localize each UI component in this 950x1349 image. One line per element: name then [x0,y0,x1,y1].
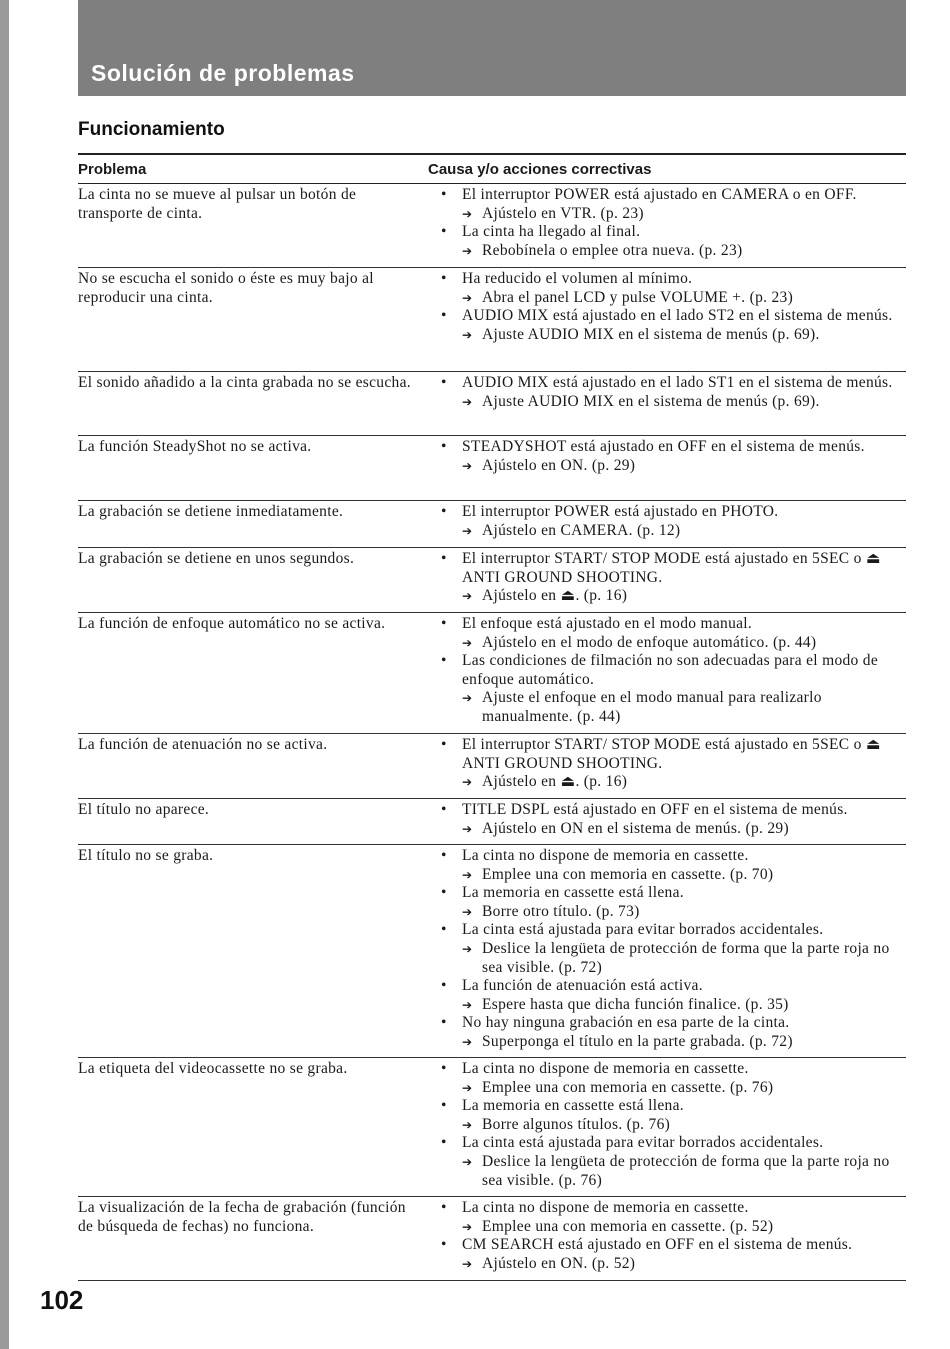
bullet-icon: • [441,270,447,287]
arrow-right-icon: ➔ [462,904,473,919]
cause-text: La función de atenuación está activa. [462,977,703,995]
arrow-right-icon: ➔ [462,941,473,956]
arrow-right-icon: ➔ [462,290,473,305]
bullet-icon: • [441,550,447,567]
cause-cell [441,268,906,371]
action-text: Borre algunos títulos. (p. 76) [482,1115,671,1133]
problem-cell: La grabación se detiene inmediatamente. [78,503,344,520]
action-text: Ajústelo en ON en el sistema de menús. (p. 29) [482,819,789,837]
action-text: Ajústelo en CAMERA. (p. 12) [482,521,681,539]
cause-text: El interruptor POWER está ajustado en CAMERA o en OFF. [462,186,857,203]
cause-item [441,652,906,726]
cause-item [441,1236,906,1273]
problem-cell: El título no aparece. [78,801,210,818]
action-text: Rebobínela o emplee otra nueva. (p. 23) [482,241,743,259]
bullet-icon: • [441,736,447,753]
action-text: Abra el panel LCD y pulse VOLUME +. (p. 23) [482,288,794,306]
action-text: Deslice la lengüeta de protección de forma que la parte roja no sea visible. (p. 72) [482,939,890,976]
action-text: Emplee una con memoria en cassette. (p. 70) [482,865,774,883]
cause-cell [441,734,906,798]
cause-item [441,1097,906,1134]
problem-cell: La cinta no se mueve al pulsar un botón de transporte de cinta. [78,186,357,222]
arrow-right-icon: ➔ [462,1256,473,1271]
bullet-icon: • [441,1236,447,1254]
cause-text: El enfoque está ajustado en el modo manual. [462,615,753,632]
cause-cell [441,799,906,844]
corrective-action [462,457,906,476]
corrective-action [462,940,906,977]
bullet-icon: • [441,884,447,902]
table-row [78,799,906,845]
cause-cell [441,1197,906,1280]
bullet-icon: • [441,801,447,818]
cause-item [441,801,906,838]
cause-cell [441,501,906,547]
action-text: Ajuste AUDIO MIX en el sistema de menús (p. 69). [482,325,820,343]
problem-cell: La visualización de la fecha de grabación (función de búsqueda de fechas) no funciona. [78,1199,406,1235]
column-header-cause: Causa y/o acciones correctivas [428,160,652,178]
cause-item [441,186,906,223]
action-text: Ajústelo en VTR. (p. 23) [482,204,644,222]
cause-cell [441,1058,906,1196]
bullet-icon: • [441,374,447,391]
cause-item [441,1199,906,1236]
arrow-right-icon: ➔ [462,1034,473,1049]
action-text: Ajústelo en ON. (p. 29) [482,456,636,474]
cause-item [441,223,906,260]
arrow-right-icon: ➔ [462,821,473,836]
corrective-action [462,634,906,653]
action-text: Ajústelo en el modo de enfoque automático. (p. 44) [482,633,817,651]
cause-item [441,550,906,606]
arrow-right-icon: ➔ [462,458,473,473]
corrective-action [462,289,906,308]
arrow-right-icon: ➔ [462,589,473,604]
action-text: Ajuste AUDIO MIX en el sistema de menús (p. 69). [482,392,820,410]
cause-text: AUDIO MIX está ajustado en el lado ST2 en el sistema de menús. [462,307,893,325]
corrective-action [462,1116,906,1135]
cause-cell [441,372,906,435]
corrective-action [462,1079,906,1098]
table-row [78,501,906,548]
cause-item [441,736,906,792]
problem-cell: La grabación se detiene en unos segundos. [78,550,355,567]
cause-item [441,270,906,307]
cause-item [441,307,906,344]
cause-item [441,921,906,977]
bullet-icon: • [441,921,447,939]
problem-cell: La función de enfoque automático no se activa. [78,615,386,632]
arrow-right-icon: ➔ [462,1080,473,1095]
bullet-icon: • [441,1014,447,1032]
corrective-action [462,689,906,726]
bullet-icon: • [441,307,447,325]
action-text: Borre otro título. (p. 73) [482,902,640,920]
arrow-right-icon: ➔ [462,394,473,409]
cause-text: La memoria en cassette está llena. [462,884,684,902]
cause-text: La cinta está ajustada para evitar borrados accidentales. [462,921,824,939]
cause-item [441,884,906,921]
problem-cell: El sonido añadido a la cinta grabada no se escucha. [78,374,411,391]
corrective-action [462,205,906,224]
cause-text: Ha reducido el volumen al mínimo. [462,270,693,287]
problem-cell: No se escucha el sonido o éste es muy bajo al reproducir una cinta. [78,270,374,306]
bullet-icon: • [441,186,447,203]
corrective-action [462,820,906,839]
arrow-right-icon: ➔ [462,997,473,1012]
arrow-right-icon: ➔ [462,775,473,790]
cause-text: El interruptor POWER está ajustado en PHOTO. [462,503,779,520]
problem-cell: La etiqueta del videocassette no se graba. [78,1060,348,1077]
arrow-right-icon: ➔ [462,327,473,342]
corrective-action [462,587,906,606]
table-row [78,613,906,734]
cause-cell [441,548,906,612]
bullet-icon: • [441,438,447,455]
action-text: Emplee una con memoria en cassette. (p. 76) [482,1078,774,1096]
corrective-action [462,1033,906,1052]
arrow-right-icon: ➔ [462,206,473,221]
cause-item [441,1014,906,1051]
cause-cell [441,184,906,267]
cause-text: La cinta ha llegado al final. [462,223,641,241]
cause-cell [441,613,906,733]
cause-item [441,847,906,884]
corrective-action [462,1153,906,1190]
table-row [78,1197,906,1281]
action-text: Ajústelo en ⏏. (p. 16) [482,773,628,791]
corrective-action [462,393,906,412]
cause-text: TITLE DSPL está ajustado en OFF en el sistema de menús. [462,801,848,818]
problem-cell: La función SteadyShot no se activa. [78,438,312,455]
problem-cell: El título no se graba. [78,847,214,864]
corrective-action [462,996,906,1015]
problem-cell: La función de atenuación no se activa. [78,736,328,753]
action-text: Ajústelo en ⏏. (p. 16) [482,587,628,605]
corrective-action [462,522,906,541]
cause-text: La cinta no dispone de memoria en cassette. [462,1060,749,1077]
cause-item [441,374,906,411]
cause-text: El interruptor START/ STOP MODE está ajustado en 5SEC o ⏏ ANTI GROUND SHOOTING. [462,736,881,772]
arrow-right-icon: ➔ [462,523,473,538]
action-text: Superponga el título en la parte grabada. (p. 72) [482,1032,793,1050]
table-row [78,1058,906,1197]
page-edge-bar [0,0,9,1349]
table-row [78,184,906,268]
corrective-action [462,326,906,345]
arrow-right-icon: ➔ [462,243,473,258]
troubleshooting-table [78,153,906,1281]
table-header [78,155,906,184]
bullet-icon: • [441,1060,447,1077]
table-row [78,548,906,613]
chapter-header [78,0,906,96]
bullet-icon: • [441,503,447,520]
cause-text: No hay ninguna grabación en esa parte de la cinta. [462,1014,790,1032]
action-text: Espere hasta que dicha función finalice. (p. 35) [482,995,789,1013]
bullet-icon: • [441,1199,447,1216]
table-row [78,845,906,1058]
corrective-action [462,1218,906,1237]
cause-text: La cinta no dispone de memoria en cassette. [462,1199,749,1216]
cause-text: AUDIO MIX está ajustado en el lado ST1 en el sistema de menús. [462,374,893,391]
corrective-action [462,242,906,261]
column-header-problem: Problema [78,160,147,178]
page-number: 102 [40,1285,84,1315]
bullet-icon: • [441,1134,447,1152]
corrective-action [462,773,906,792]
arrow-right-icon: ➔ [462,1154,473,1169]
table-row [78,734,906,799]
corrective-action [462,866,906,885]
bullet-icon: • [441,847,447,864]
arrow-right-icon: ➔ [462,635,473,650]
bullet-icon: • [441,223,447,241]
arrow-right-icon: ➔ [462,1117,473,1132]
action-text: Emplee una con memoria en cassette. (p. 52) [482,1217,774,1235]
cause-item [441,1060,906,1097]
cause-text: Las condiciones de filmación no son adecuadas para el modo de enfoque automático. [462,652,878,688]
cause-item [441,503,906,540]
arrow-right-icon: ➔ [462,867,473,882]
cause-item [441,1134,906,1190]
cause-text: La cinta está ajustada para evitar borrados accidentales. [462,1134,824,1152]
bullet-icon: • [441,1097,447,1115]
corrective-action [462,1255,906,1274]
cause-text: STEADYSHOT está ajustado en OFF en el sistema de menús. [462,438,865,455]
bullet-icon: • [441,652,447,670]
cause-cell [441,436,906,500]
table-row [78,436,906,501]
cause-text: CM SEARCH está ajustado en OFF en el sistema de menús. [462,1236,853,1254]
section-title: Funcionamiento [78,119,225,140]
cause-item [441,977,906,1014]
action-text: Ajuste el enfoque en el modo manual para realizarlo manualmente. (p. 44) [482,689,822,725]
table-body [78,184,906,1281]
table-row [78,268,906,372]
cause-text: La memoria en cassette está llena. [462,1097,684,1115]
table-row [78,372,906,436]
cause-cell [441,845,906,1057]
cause-text: El interruptor START/ STOP MODE está ajustado en 5SEC o ⏏ ANTI GROUND SHOOTING. [462,550,881,586]
action-text: Ajústelo en ON. (p. 52) [482,1254,636,1272]
corrective-action [462,903,906,922]
arrow-right-icon: ➔ [462,1219,473,1234]
bullet-icon: • [441,615,447,632]
chapter-title: Solución de problemas [91,60,355,86]
cause-text: La cinta no dispone de memoria en cassette. [462,847,749,864]
action-text: Deslice la lengüeta de protección de forma que la parte roja no sea visible. (p. 76) [482,1152,890,1189]
cause-item [441,615,906,652]
arrow-right-icon: ➔ [462,691,473,706]
bullet-icon: • [441,977,447,995]
cause-item [441,438,906,475]
